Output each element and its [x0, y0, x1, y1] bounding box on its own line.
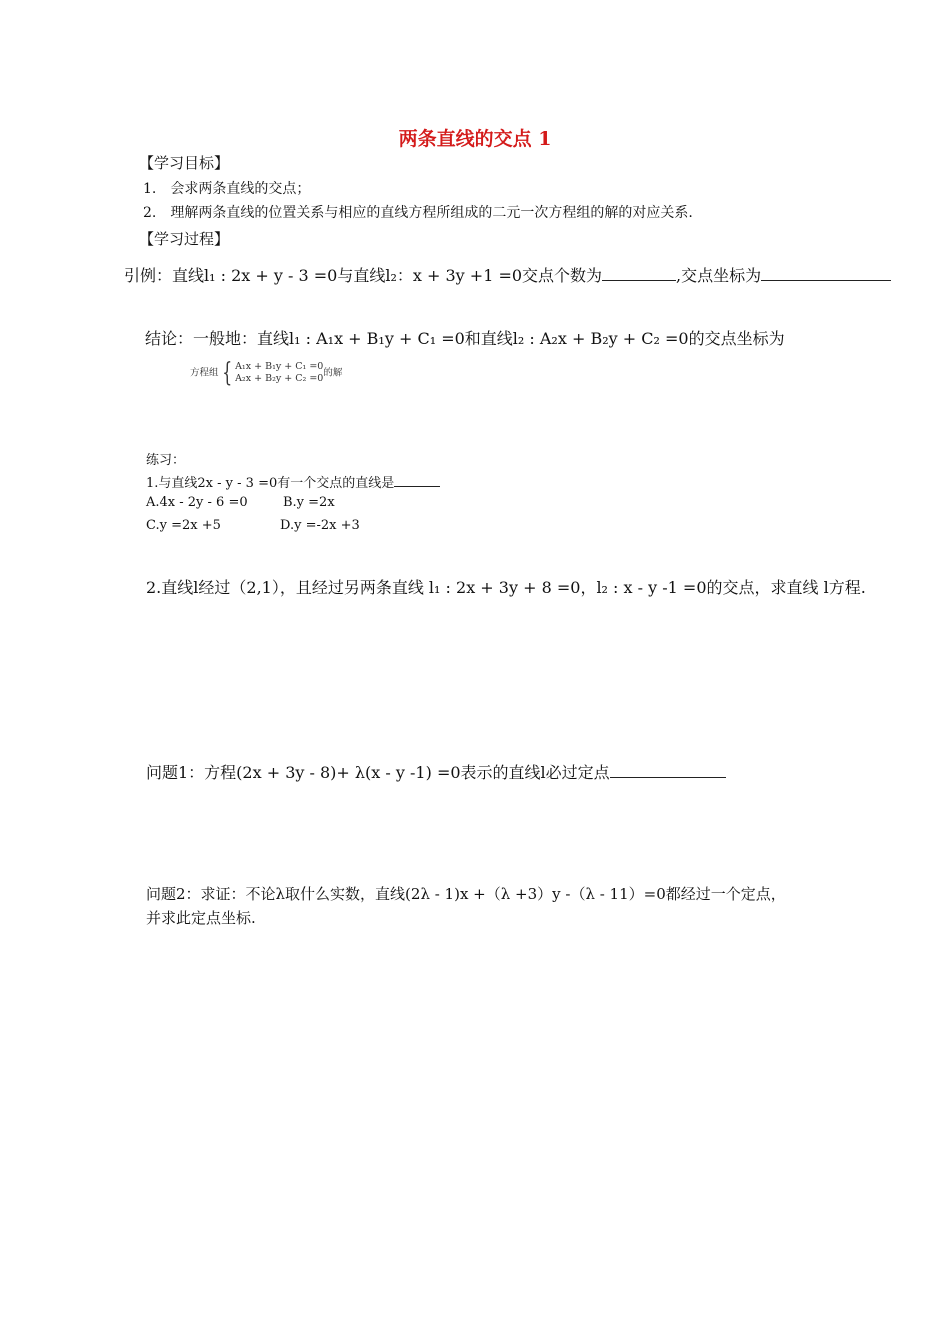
option-c: C.y =2x +5 [146, 518, 221, 533]
practice-q1-text: 1.与直线2x - y - 3 =0有一个交点的直线是 [146, 476, 395, 491]
practice-q1-blank [394, 475, 440, 487]
system-eq-2: A₂x + B₂y + C₂ =0 [235, 373, 324, 384]
option-a: A.4x - 2y - 6 =0 [146, 495, 248, 510]
question-2-line-1: 问题2：求证：不论λ取什么实数，直线(2λ - 1)x +（λ +3）y -（λ - 11）=0都经过一个定点， [146, 885, 786, 903]
question-1 [146, 760, 726, 783]
intro-example [124, 263, 891, 286]
intro-count-blank [602, 266, 676, 281]
system-prefix: 方程组 [190, 367, 219, 379]
brace-icon: { [221, 358, 232, 388]
intro-coords-text: ,交点坐标为 [676, 266, 762, 285]
intro-coords-blank [761, 266, 891, 281]
question-1-blank [610, 763, 726, 778]
system-eq-1: A₁x + B₁y + C₁ =0 [235, 361, 324, 372]
process-heading: 【学习过程】 [139, 230, 230, 248]
system-suffix: 的解 [323, 367, 343, 379]
practice-q2: 2.直线l经过（2,1），且经过另两条直线 l₁ : 2x + 3y + 8 =0，l₂ : x - y -1 =0的交点，求直线 l方程. [146, 578, 866, 597]
option-b: B.y =2x [283, 495, 335, 510]
question-2-line-2: 并求此定点坐标. [146, 909, 256, 927]
intro-example-text: 引例：直线l₁ : 2x + y - 3 =0与直线l₂：x + 3y +1 =0交点个数为 [124, 266, 603, 285]
practice-heading: 练习： [146, 453, 186, 468]
option-d: D.y =-2x +3 [280, 518, 360, 533]
practice-q1 [146, 472, 440, 491]
equation-system [190, 360, 342, 386]
goals-heading: 【学习目标】 [139, 154, 230, 172]
goal-2: 2. 理解两条直线的位置关系与相应的直线方程所组成的二元一次方程组的解的对应关系. [143, 205, 693, 221]
question-1-text: 问题1：方程(2x + 3y - 8)+ λ(x - y -1) =0表示的直线l必过定点 [146, 763, 610, 782]
goal-1: 1. 会求两条直线的交点； [143, 181, 311, 197]
system-equations [235, 361, 323, 385]
conclusion: 结论：一般地：直线l₁ : A₁x + B₁y + C₁ =0和直线l₂ : A₂x + B₂y + C₂ =0的交点坐标为 [145, 329, 785, 348]
page-title: 两条直线的交点 1 [398, 128, 552, 150]
